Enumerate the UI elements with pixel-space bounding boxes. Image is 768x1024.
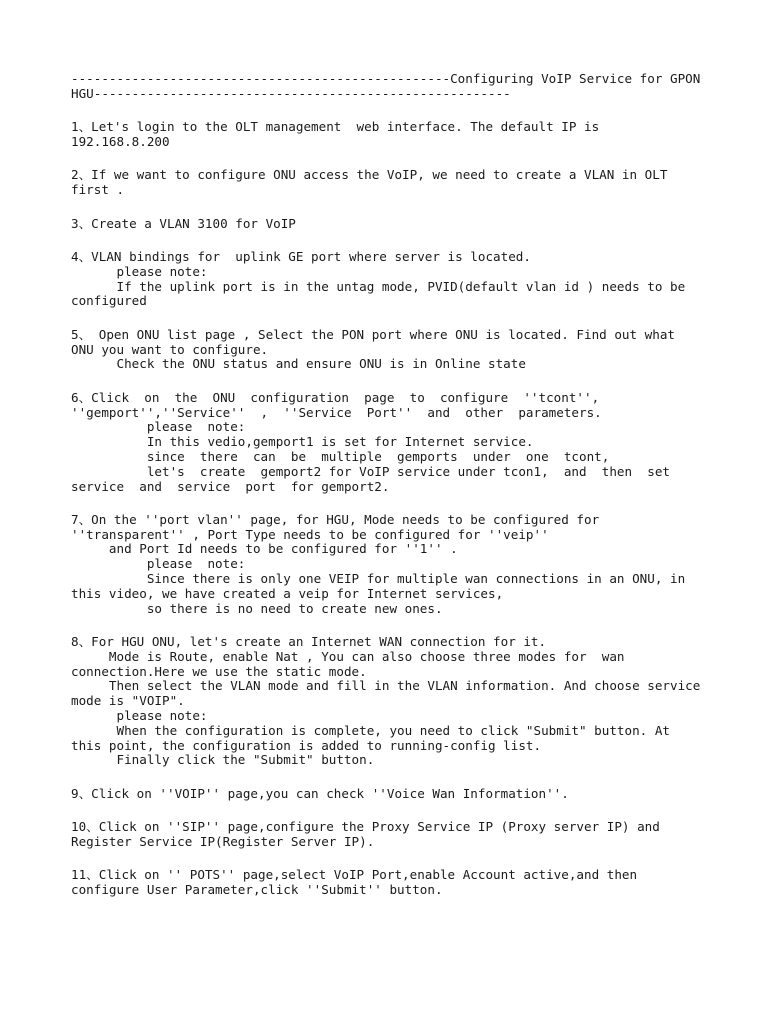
step-paragraph [71, 217, 711, 232]
step-paragraph [71, 513, 711, 617]
document-page [71, 72, 711, 917]
step-line: this point, the configuration is added to running-config list. [71, 737, 542, 753]
step-line: Then select the VLAN mode and fill in the VLAN information. And choose service [71, 678, 701, 694]
step-line: Finally click the "Submit" button. [71, 752, 375, 768]
step-paragraph [71, 820, 711, 850]
step-line: this video, we have created a veip for Internet services, [71, 585, 504, 601]
step-line: 3、Create a VLAN 3100 for VoIP [71, 215, 296, 231]
step-line: service and service port for gemport2. [71, 478, 390, 494]
step-line: configured [71, 293, 147, 309]
step-line: 4、VLAN bindings for uplink GE port where server is located. [71, 248, 531, 264]
step-line: 2、If we want to configure ONU access the VoIP, we need to create a VLAN in OLT [71, 167, 668, 183]
step-paragraph [71, 787, 711, 802]
title-line: --------------------------------------------------Configuring VoIP Service for GPON [71, 71, 701, 86]
step-paragraph [71, 391, 711, 495]
step-line: 10、Click on ''SIP'' page,configure the Proxy Service IP (Proxy server IP) and [71, 819, 660, 835]
step-line: Mode is Route, enable Nat , You can also choose three modes for wan [71, 648, 625, 664]
step-line: let's create gemport2 for VoIP service under tcon1, and then set [71, 463, 670, 479]
step-line: 9、Click on ''VOIP'' page,you can check ''Voice Wan Information''. [71, 785, 569, 801]
step-line: first . [71, 182, 125, 198]
step-line: please note: [71, 419, 246, 435]
step-line: ''transparent'' , Port Type needs to be configured for ''veip'' [71, 526, 549, 542]
step-line: and Port Id needs to be configured for ''1'' . [71, 541, 458, 557]
step-line: 11、Click on '' POTS'' page,select VoIP Port,enable Account active,and then [71, 867, 638, 883]
step-line: ''gemport'',''Service'' , ''Service Port'' and other parameters. [71, 404, 602, 420]
step-line: mode is "VOIP". [71, 693, 185, 709]
step-line: since there can be multiple gemports under one tcont, [71, 448, 610, 464]
step-line: 1、Let's login to the OLT management web interface. The default IP is [71, 119, 600, 135]
step-line: so there is no need to create new ones. [71, 600, 443, 616]
step-line: Register Service IP(Register Server IP). [71, 834, 375, 850]
step-line: configure User Parameter,click ''Submit'' button. [71, 882, 443, 898]
step-line: please note: [71, 708, 208, 724]
step-line: 7、On the ''port vlan'' page, for HGU, Mode needs to be configured for [71, 511, 600, 527]
step-paragraph [71, 168, 711, 198]
step-line: ONU you want to configure. [71, 341, 269, 357]
document-title [71, 72, 711, 102]
step-line: 5、 Open ONU list page , Select the PON port where ONU is located. Find out what [71, 326, 675, 342]
step-paragraph [71, 868, 711, 898]
step-paragraph [71, 120, 711, 150]
step-line: please note: [71, 556, 246, 572]
title-line: HGU------------------------------------------------------- [71, 85, 511, 101]
steps-list [71, 120, 711, 898]
step-line: 192.168.8.200 [71, 133, 170, 149]
step-paragraph [71, 635, 711, 768]
step-line: 8、For HGU ONU, let's create an Internet WAN connection for it. [71, 634, 547, 650]
step-line: In this vedio,gemport1 is set for Internet service. [71, 434, 534, 450]
step-line: 6、Click on the ONU configuration page to configure ''tcont'', [71, 389, 600, 405]
step-line: connection.Here we use the static mode. [71, 663, 367, 679]
step-line: If the uplink port is in the untag mode, PVID(default vlan id ) needs to be [71, 278, 686, 294]
step-paragraph [71, 328, 711, 372]
step-line: Check the ONU status and ensure ONU is in Online state [71, 356, 526, 372]
step-line: When the configuration is complete, you need to click "Submit" button. At [71, 722, 670, 738]
step-line: Since there is only one VEIP for multiple wan connections in an ONU, in [71, 571, 686, 587]
step-paragraph [71, 250, 711, 309]
step-line: please note: [71, 263, 208, 279]
